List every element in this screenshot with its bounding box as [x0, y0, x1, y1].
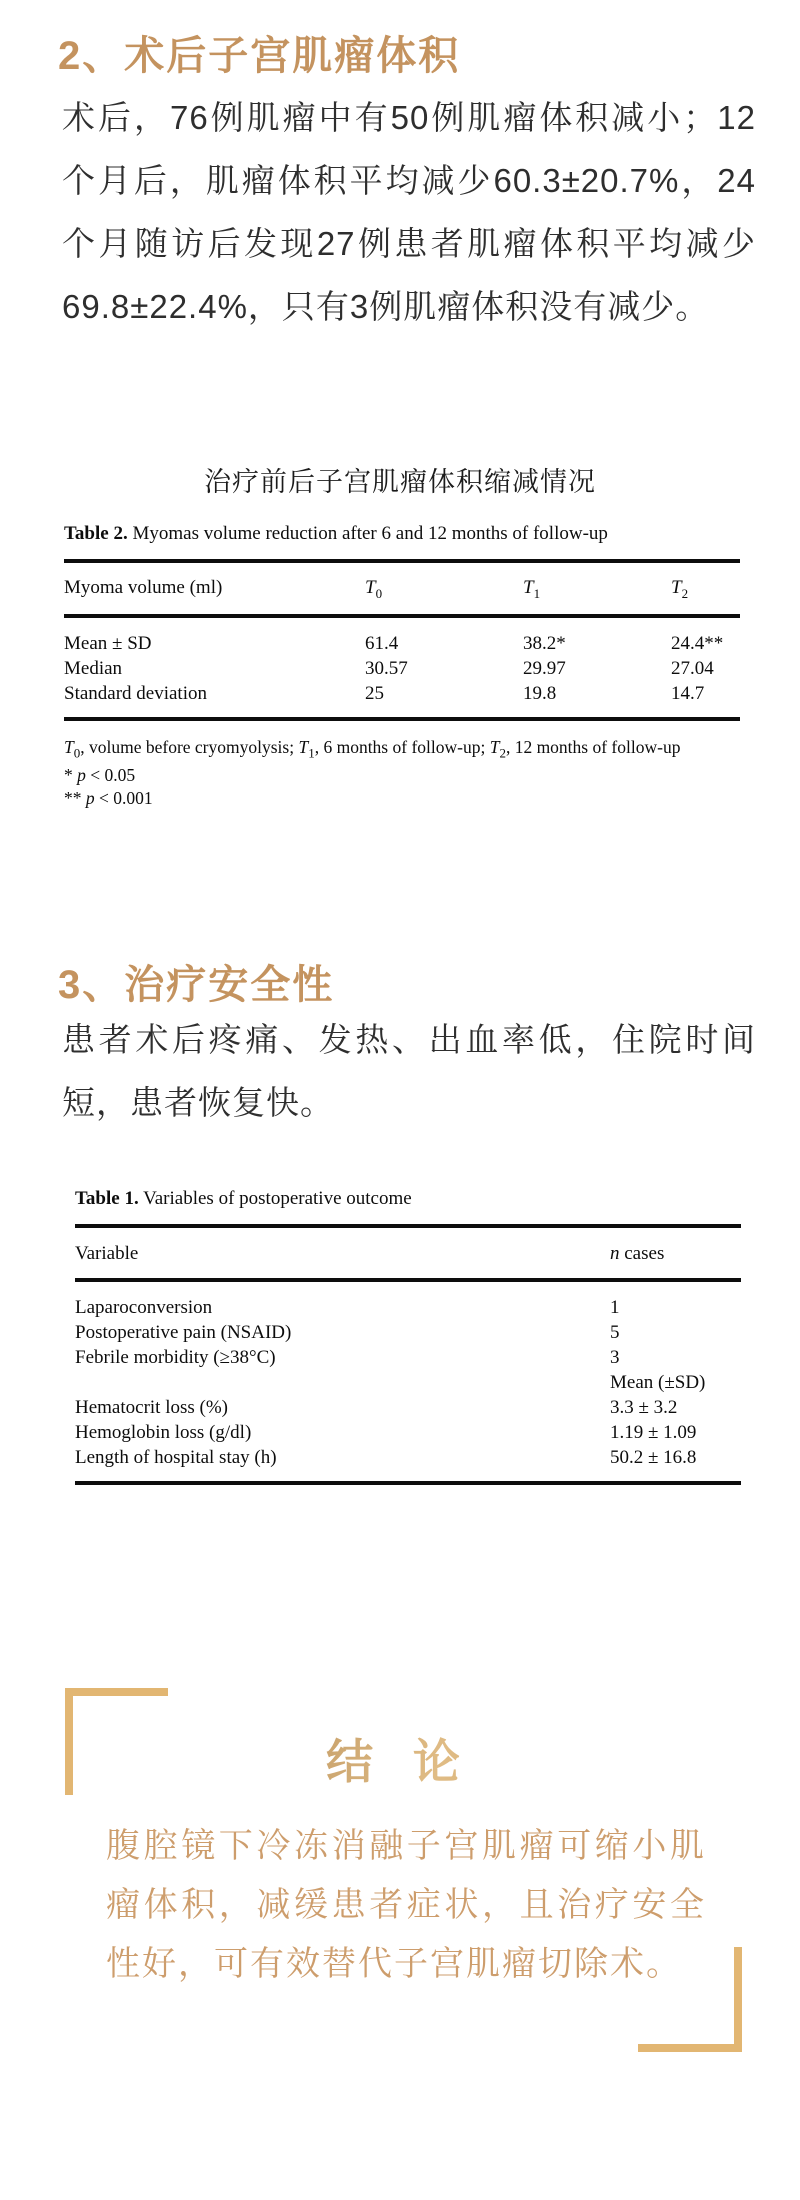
- table-2-caption-text: Myomas volume reduction after 6 and 12 months of follow-up: [127, 523, 608, 544]
- table-row: Febrile morbidity (≥38°C) 3: [75, 1347, 620, 1368]
- table-2-footnote: $T_0$, volume before cryomyolysis; $T_1$, 6 months of follow-up; $T_2$, 12 months of follow-up: [64, 736, 681, 761]
- table-2-col-t2: $T_2$: [671, 577, 689, 601]
- table-2-caption: [64, 521, 740, 546]
- table-row: Length of hospital stay (h) 50.2 ± 16.8: [75, 1447, 697, 1468]
- table-1: [75, 1186, 741, 1485]
- table-2: [64, 521, 740, 810]
- table-row: Mean (±SD): [610, 1372, 706, 1393]
- table-row: Postoperative pain (NSAID) 5: [75, 1322, 620, 1343]
- section-2-heading: 2、术后子宫肌瘤体积: [58, 34, 461, 78]
- table-row: Laparoconversion 1: [75, 1297, 620, 1318]
- table-row: Hematocrit loss (%) 3.3 ± 3.2: [75, 1397, 678, 1418]
- conclusion-paragraph: 腹腔镜下冷冻消融子宫肌瘤可缩小肌瘤体积，减缓患者症状，且治疗安全性好，可有效替代子宫肌瘤切除术。: [106, 1827, 706, 1983]
- table-1-header-row: [75, 1228, 741, 1278]
- table-row: Mean ± SD 61.4 38.2* 24.4**: [64, 632, 724, 654]
- table-row: Standard deviation 25 19.8 14.7: [64, 682, 705, 704]
- table-row: Median 30.57 29.97 27.04: [64, 657, 714, 679]
- section-3-heading: 3、治疗安全性: [58, 963, 335, 1007]
- table-2-significance-2: ** p < 0.001: [64, 788, 153, 809]
- table-2-body: [64, 618, 740, 717]
- table-2-col-t1: $T_1$: [523, 577, 541, 601]
- table-1-caption: [75, 1186, 741, 1211]
- table-2-chinese-caption: 治疗前后子宫肌瘤体积缩减情况: [204, 467, 596, 497]
- table-1-body: [75, 1282, 741, 1481]
- table-1-caption-text: Variables of postoperative outcome: [138, 1188, 412, 1209]
- table-row: Hemoglobin loss (g/dl) 1.19 ± 1.09: [75, 1422, 697, 1443]
- table-1-col-variable: Variable: [75, 1243, 139, 1264]
- table-2-significance-1: * p < 0.05: [64, 765, 136, 786]
- section-3-paragraph: 患者术后疼痛、发热、出血率低，住院时间短，患者恢复快。: [62, 1021, 756, 1121]
- table-2-col-label: Myoma volume (ml): [64, 577, 223, 598]
- conclusion-title: 结 论: [0, 1725, 800, 1792]
- table-1-caption-label: Table 1.: [75, 1188, 139, 1209]
- table-1-col-ncases: n cases: [610, 1243, 665, 1264]
- corner-bracket-bottom-right: [638, 1947, 742, 2052]
- table-2-header-row: [64, 563, 740, 614]
- section-2-paragraph: 术后，76例肌瘤中有50例肌瘤体积减小；12个月后，肌瘤体积平均减少60.3±20.7%，24个月随访后发现27例患者肌瘤体积平均减少69.8±22.4%，只有3例肌瘤体积没有减少。: [62, 99, 756, 325]
- table-2-caption-label: Table 2.: [64, 523, 128, 544]
- table-1-bottom-rule: [75, 1481, 741, 1485]
- table-2-col-t0: $T_0$: [365, 577, 383, 601]
- table-2-bottom-rule: [64, 717, 740, 721]
